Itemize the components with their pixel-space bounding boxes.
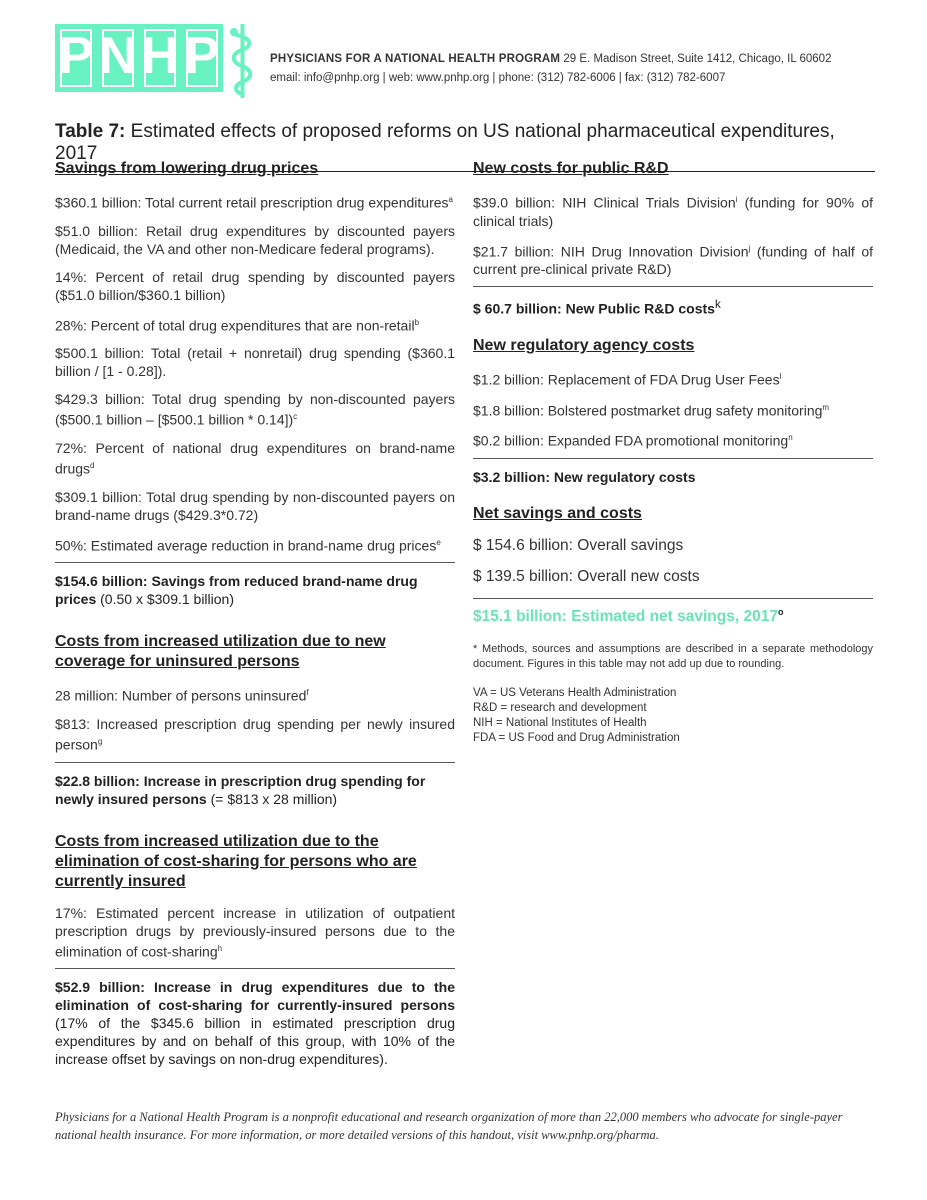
list-item: $21.7 billion: NIH Drug Innovation Division$^j$ (funding of half of current pre-clinical private R&D) (473, 243, 874, 278)
section-heading: New regulatory agency costs (473, 336, 695, 354)
list-item: $0.2 billion: Expanded FDA promotional monitoring$^n$ (473, 432, 793, 449)
caduceus-icon (225, 20, 260, 100)
section-total: $52.9 billion: Increase in drug expenditures due to the elimination of cost-sharing for currently-insured persons (17% of the $345.6 billion in estimated prescription drug expenditures by and on behalf of this group, with 10% of the increase offset by savings on non-drug expenditures). (55, 968, 455, 1068)
org-contact: email: info@pnhp.org | web: www.pnhp.org | phone: (312) 782-6006 | fax: (312) 782-6007 (270, 72, 726, 84)
net-savings-line: $ 154.6 billion: Overall savings (473, 536, 684, 554)
list-item: $309.1 billion: Total drug spending by non-discounted payers on brand-name drugs ($429.3*0.72) (55, 488, 455, 523)
list-item: $1.2 billion: Replacement of FDA Drug User Fees$^l$ (473, 371, 782, 388)
section-total: $22.8 billion: Increase in prescription drug spending for newly insured persons (= $813 x 28 million) (55, 762, 455, 808)
org-address: 29 E. Madison Street, Suite 1412, Chicago, IL 60602 (563, 53, 832, 65)
footer-text: Physicians for a National Health Program is a nonprofit educational and research organization of more than 22,000 members who advocate for single-payer national health insurance. For more information, or more detailed versions of this handout, visit www.pnhp.org/pharma. (55, 1110, 843, 1142)
section-heading: Costs from increased utilization due to new coverage for uninsured persons (55, 633, 386, 671)
table-title: Estimated effects of proposed reforms on US national pharmaceutical expenditures, 2017 (55, 121, 835, 164)
list-item: $429.3 billion: Total drug spending by non-discounted payers ($500.1 billion – [$500.1 billion * 0.14])$^c$ (55, 391, 455, 428)
abbreviation: R&D = research and development (473, 702, 647, 715)
net-costs-line: $ 139.5 billion: Overall new costs (473, 567, 700, 585)
list-item: $39.0 billion: NIH Clinical Trials Division$^i$ (funding for 90% of clinical trials) (473, 194, 873, 229)
list-item: $51.0 billion: Retail drug expenditures by discounted payers (Medicaid, the VA and other non-Medicare federal programs). (55, 222, 455, 257)
list-item: 50%: Estimated average reduction in brand-name drug prices$^e$ (55, 537, 441, 554)
pnhp-logo: P N H P (55, 20, 260, 98)
left-column (55, 159, 455, 1078)
page-header (55, 20, 875, 104)
list-item: $813: Increased prescription drug spending per newly insured person$^g$ (55, 715, 455, 753)
abbreviation: VA = US Veterans Health Administration (473, 687, 677, 700)
section-heading: Net savings and costs (473, 504, 642, 522)
list-item: 14%: Percent of retail drug spending by discounted payers ($51.0 billion/$360.1 billion) (55, 268, 455, 303)
list-item: $500.1 billion: Total (retail + nonretail) drug spending ($360.1 billion / [1 - 0.28]). (55, 345, 455, 380)
list-item: $360.1 billion: Total current retail prescription drug expenditures$^a$ (55, 194, 453, 211)
section-heading: Savings from lowering drug prices (55, 160, 319, 177)
abbreviations-list (473, 686, 873, 746)
section-heading: Costs from increased utilization due to the elimination of cost-sharing for persons who are currently insured (55, 832, 417, 890)
list-item: 17%: Estimated percent increase in utilization of outpatient prescription drugs by previously-insured persons due to the elimination of cost-sharing$^h$ (55, 904, 455, 960)
abbreviation: FDA = US Food and Drug Administration (473, 732, 680, 745)
abbreviation: NIH = National Institutes of Health (473, 717, 647, 730)
list-item: 72%: Percent of national drug expenditures on brand-name drugs$^d$ (55, 439, 455, 477)
list-item: $1.8 billion: Bolstered postmarket drug safety monitoring$^m$ (473, 402, 830, 419)
section-total: $3.2 billion: New regulatory costs (473, 458, 873, 486)
section-total: $ 60.7 billion: New Public R&D costs$^k$ (473, 286, 873, 318)
right-column (473, 159, 873, 746)
section-heading: New costs for public R&D (473, 160, 669, 177)
org-name: PHYSICIANS FOR A NATIONAL HEALTH PROGRAM (270, 53, 561, 65)
section-total: $154.6 billion: Savings from reduced brand-name drug prices (0.50 x $309.1 billion) (55, 562, 455, 608)
org-info (270, 50, 831, 88)
list-item: 28%: Percent of total drug expenditures that are non-retail$^b$ (55, 317, 420, 334)
net-savings-total: $15.1 billion: Estimated net savings, 2017$^o$ (473, 598, 873, 626)
table-label: Table 7: (55, 121, 126, 142)
methods-note: * Methods, sources and assumptions are described in a separate methodology document. Figures in this table may not add up due to rounding. (473, 643, 873, 671)
list-item: 28 million: Number of persons uninsured$^f$ (55, 687, 309, 704)
